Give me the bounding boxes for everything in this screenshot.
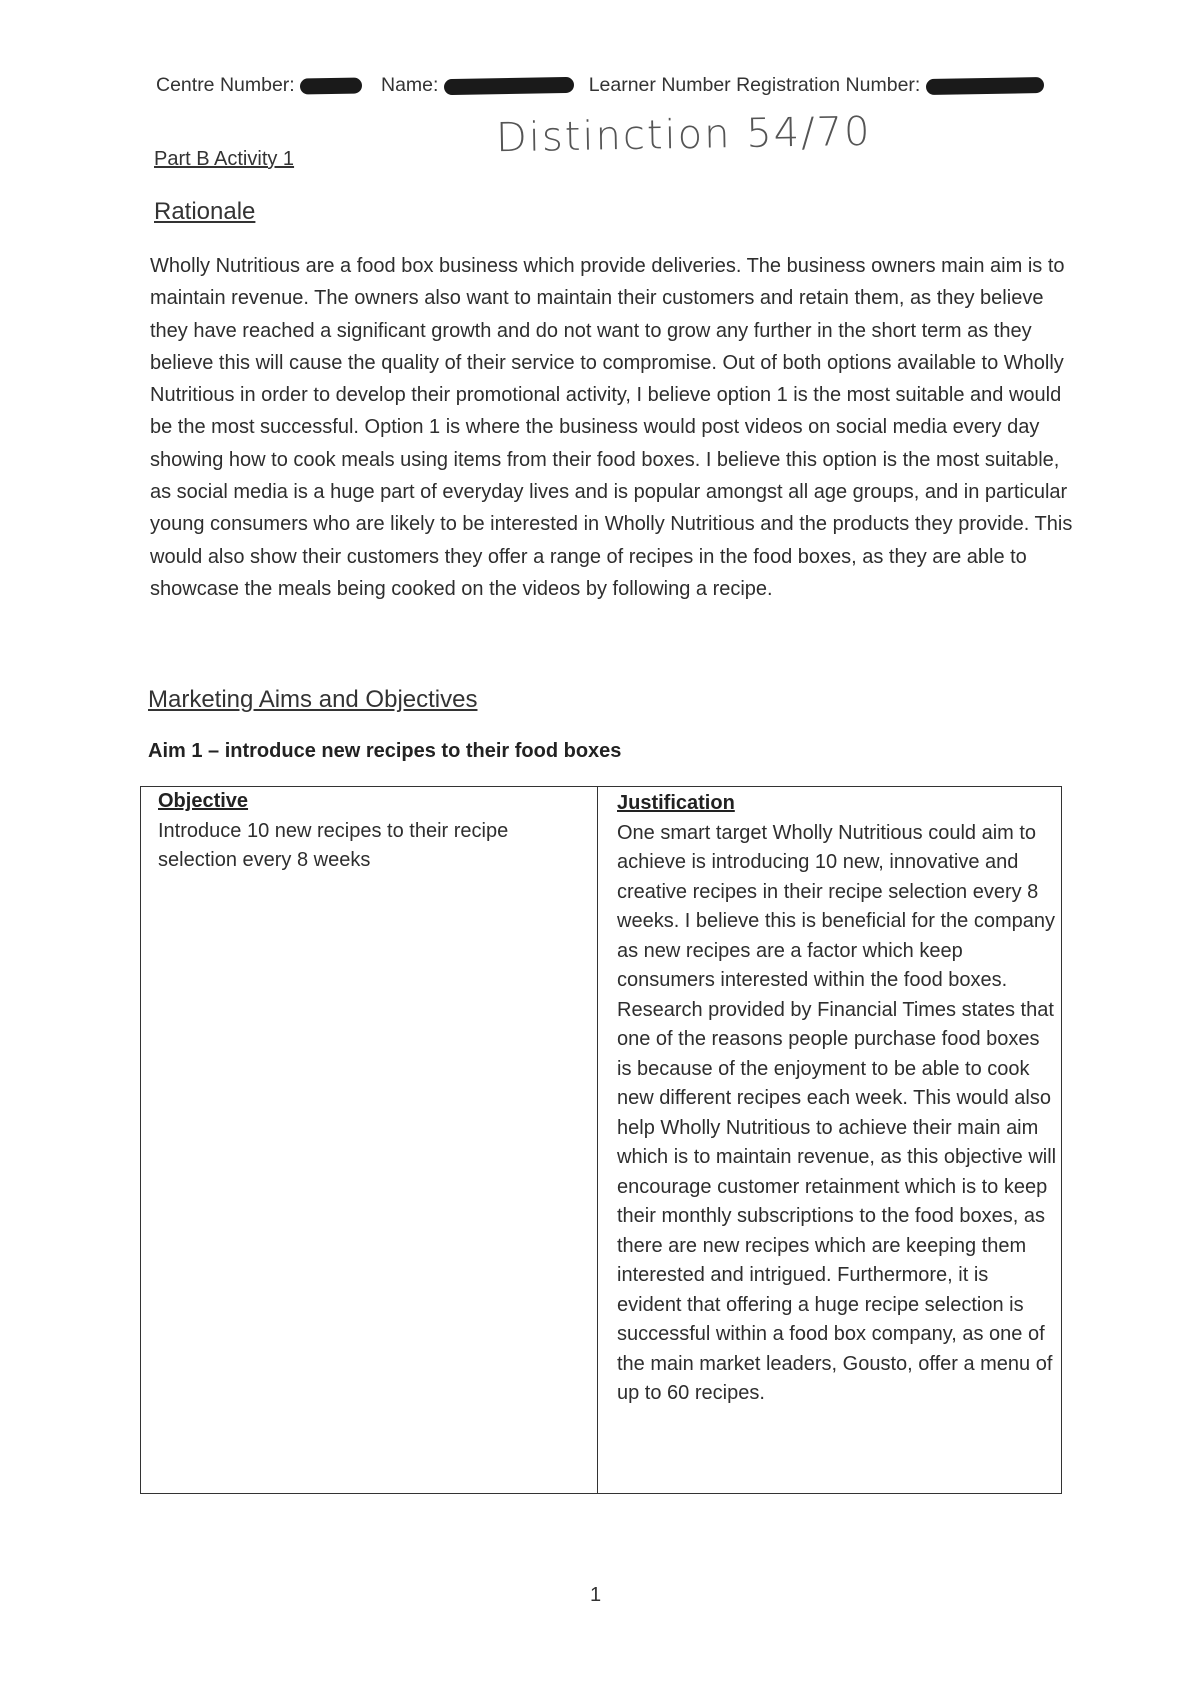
rationale-paragraph: Wholly Nutritious are a food box business which provide deliveries. The business owners main aim is to maintain revenue. The owners also want to maintain their customers and retain them, as they believe they have reached a significant growth and do not want to grow any further in the short term as they believe this will cause the quality of their service to compromise. Out of both options available to Wholly Nutritious in order to develop their promotional activity, I believe option 1 is the most suitable and would be the most successful. Option 1 is where the business would post videos on social media every day showing how to cook meals using items from their food boxes. I believe this option is the most suitable, as social media is a huge part of everyday lives and is popular amongst all age groups, and in particular young consumers who are likely to be interested in Wholly Nutritious and the products they provide. This would also show their customers they offer a range of recipes in the food boxes, as they are able to showcase the meals being cooked on the videos by following a recipe. xyxy=(150,255,1073,600)
justification-header: Justification xyxy=(617,792,735,814)
centre-number-label: Centre Number: xyxy=(156,74,295,97)
objectives-table xyxy=(140,786,1062,1494)
justification-cell xyxy=(617,789,1057,1409)
handwritten-grade: Distinction 54/70 xyxy=(495,108,872,162)
objective-header: Objective xyxy=(158,790,249,812)
learner-number-label: Learner Number Registration Number: xyxy=(588,74,921,97)
page-number: 1 xyxy=(590,1584,602,1606)
name-label: Name: xyxy=(380,74,439,97)
objective-text: Introduce 10 new recipes to their recipe selection every 8 weeks xyxy=(158,819,509,871)
marketing-aims-heading: Marketing Aims and Objectives xyxy=(148,686,478,713)
table-column-divider xyxy=(597,787,598,1493)
rationale-heading: Rationale xyxy=(154,198,256,225)
name-redaction xyxy=(444,77,574,95)
objective-cell xyxy=(158,787,588,876)
learner-header xyxy=(156,74,1044,97)
justification-text: One smart target Wholly Nutritious could aim to achieve is introducing 10 new, innovative and creative recipes in their recipe selection every 8 weeks. I believe this is beneficial for the company as new recipes are a factor which keep consumers interested within the food boxes. Research provided by Financial Times states that one of the reasons people purchase food boxes is because of the enjoyment to be able to cook new different recipes each week. This would also help Wholly Nutritious to achieve their main aim which is to maintain revenue, as this objective will encourage customer retainment which is to keep their monthly subscriptions to the food boxes, as there are new recipes which are keeping them interested and intrigued. Furthermore, it is evident that offering a huge recipe selection is successful within a food box company, as one of the main market leaders, Gousto, offer a menu of up to 60 recipes. xyxy=(617,821,1057,1404)
part-label: Part B Activity 1 xyxy=(154,148,295,170)
aim-title: Aim 1 – introduce new recipes to their food boxes xyxy=(148,740,622,762)
learner-number-redaction xyxy=(926,77,1044,95)
centre-number-redaction xyxy=(300,77,362,94)
